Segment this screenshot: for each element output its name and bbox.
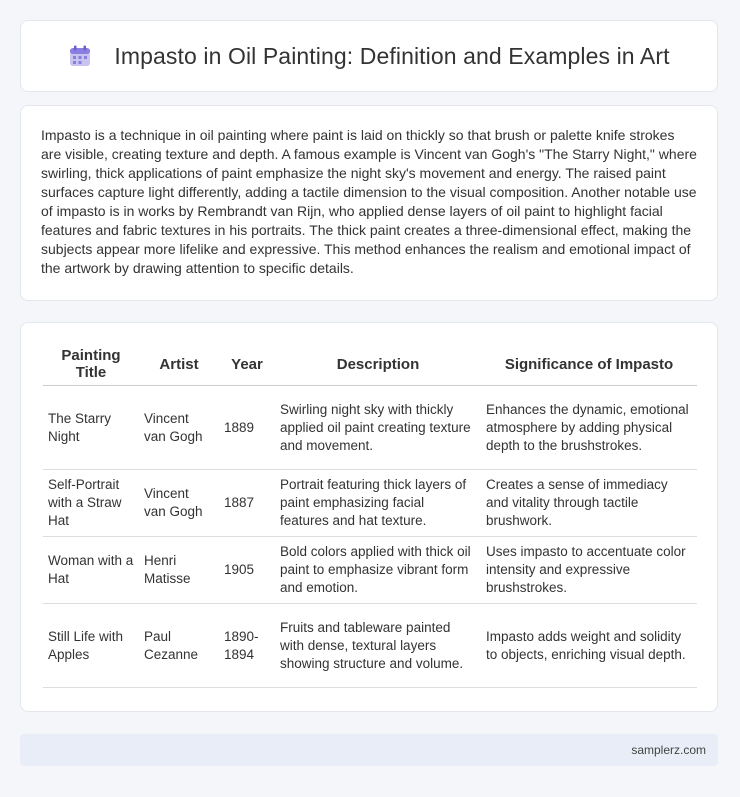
year-cell: 1890-1894 xyxy=(219,604,275,688)
examples-table xyxy=(43,343,697,688)
year-cell: 1887 xyxy=(219,470,275,537)
column-header: Year xyxy=(219,343,275,386)
significance-cell: Impasto adds weight and solidity to objects, enriching visual depth. xyxy=(481,604,697,688)
table-row xyxy=(43,604,697,688)
page-title: Impasto in Oil Painting: Definition and Examples in Art xyxy=(114,42,670,69)
significance-cell: Creates a sense of immediacy and vitality through tactile brushwork. xyxy=(481,470,697,537)
year-cell: 1889 xyxy=(219,386,275,470)
table-row xyxy=(43,537,697,604)
table-row xyxy=(43,386,697,470)
description-cell: Portrait featuring thick layers of paint emphasizing facial features and hat texture. xyxy=(275,470,481,537)
artist-cell: Henri Matisse xyxy=(139,537,219,604)
table-row xyxy=(43,470,697,537)
title-card xyxy=(20,20,718,92)
column-header: Painting Title xyxy=(43,343,139,386)
intro-card xyxy=(20,105,718,301)
intro-paragraph: Impasto is a technique in oil painting where paint is laid on thickly so that brush or palette knife strokes are visible, creating texture and depth. A famous example is Vincent van Gogh's "The Starry Night," where swirling, thick applications of paint emphasize the night sky's movement and energy. The raised paint surfaces capture light differently, adding a tactile dimension to the visual composition. Another notable use of impasto is in works by Rembrandt van Rijn, who applied dense layers of oil paint to highlight facial features and fabric textures in his portraits. The thick paint creates a three-dimensional effect, making the subjects appear more lifelike and expressive. This method enhances the realism and emotional impact of the artwork by drawing attention to specific details. xyxy=(41,127,697,276)
description-cell: Bold colors applied with thick oil paint to emphasize vibrant form and emotion. xyxy=(275,537,481,604)
description-cell: Swirling night sky with thickly applied oil paint creating texture and movement. xyxy=(275,386,481,470)
footer-site-link[interactable]: samplerz.com xyxy=(631,743,706,757)
description-cell: Fruits and tableware painted with dense, textural layers showing structure and volume. xyxy=(275,604,481,688)
artist-cell: Vincent van Gogh xyxy=(139,386,219,470)
painting-title-cell: The Starry Night xyxy=(43,386,139,470)
column-header: Artist xyxy=(139,343,219,386)
significance-cell: Uses impasto to accentuate color intensity and expressive brushstrokes. xyxy=(481,537,697,604)
significance-cell: Enhances the dynamic, emotional atmosphere by adding physical depth to the brushstrokes. xyxy=(481,386,697,470)
year-cell: 1905 xyxy=(219,537,275,604)
column-header: Significance of Impasto xyxy=(481,343,697,386)
artist-cell: Vincent van Gogh xyxy=(139,470,219,537)
painting-title-cell: Woman with a Hat xyxy=(43,537,139,604)
table-header-row xyxy=(43,343,697,386)
footer xyxy=(20,734,718,766)
painting-title-cell: Self-Portrait with a Straw Hat xyxy=(43,470,139,537)
column-header: Description xyxy=(275,343,481,386)
table-card xyxy=(20,322,718,712)
artist-cell: Paul Cezanne xyxy=(139,604,219,688)
calendar-icon xyxy=(68,44,92,68)
painting-title-cell: Still Life with Apples xyxy=(43,604,139,688)
